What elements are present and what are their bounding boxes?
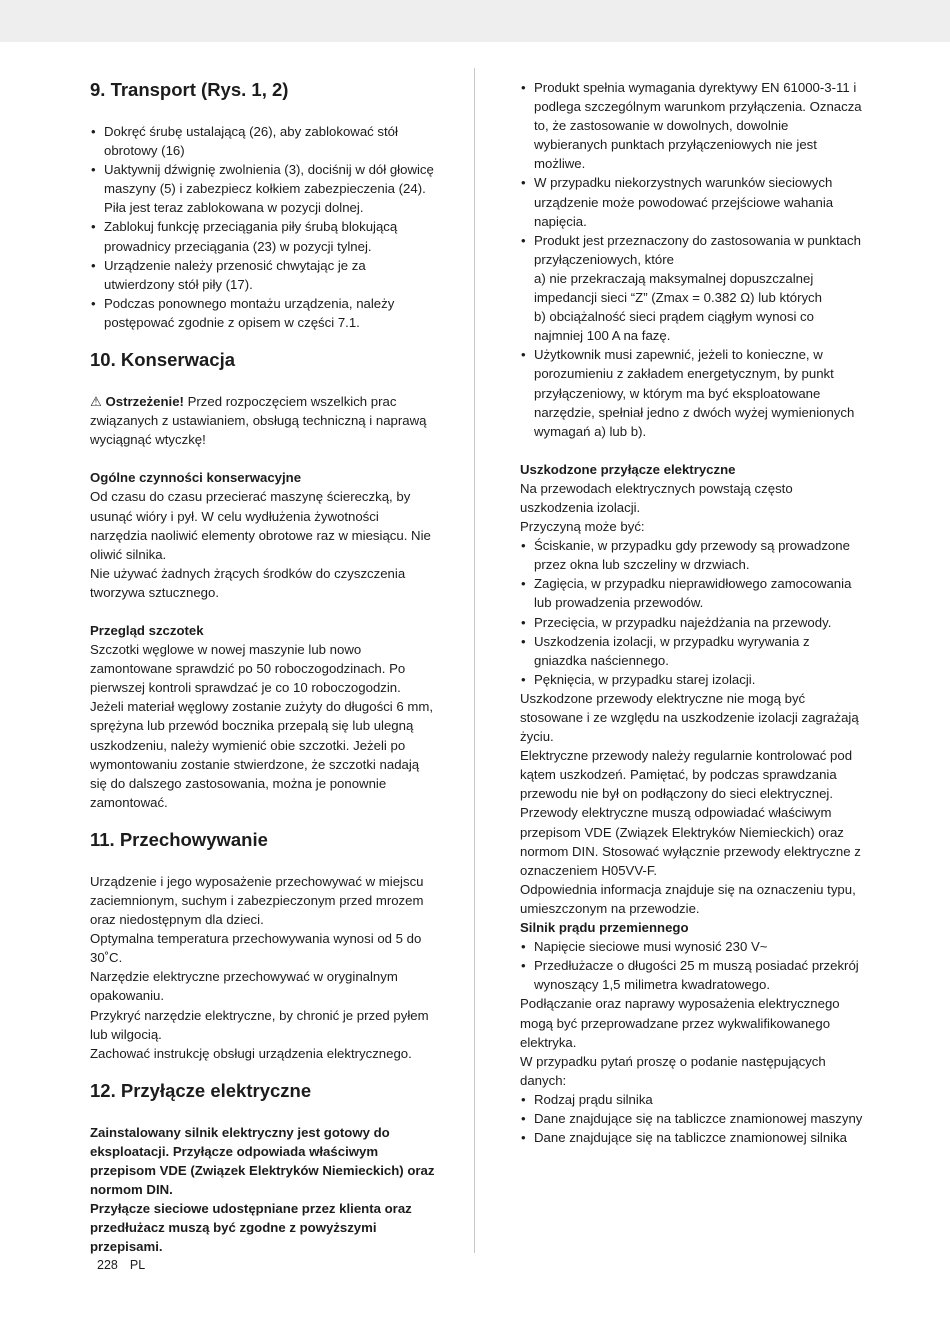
list-item: • Przedłużacze o długości 25 m muszą posiadać przekrój wynoszący 1,5 milimetra kwadratowego.: [520, 956, 865, 994]
damaged-text: Elektryczne przewody należy regularnie kontrolować pod kątem uszkodzeń. Pamiętać, by podczas sprawdzania przewodu nie był on podłączony do sieci elektrycznej.: [520, 748, 853, 802]
section-11-title: 11. Przechowywanie: [90, 828, 268, 850]
damaged-text: Odpowiednia informacja znajduje się na oznaczeniu typu, umieszczonym na przewodzie.: [520, 881, 856, 916]
list-item: • Przecięcia, w przypadku najeżdżania na przewody.: [520, 613, 865, 632]
causes-list: [520, 536, 865, 689]
column-divider: [474, 68, 475, 1253]
list-item-line: a) nie przekraczają maksymalnej dopuszczalnej impedancji sieci “Z” (Zmax = 0.382 Ω) lub których: [534, 270, 822, 306]
ac-motor-list: [520, 937, 865, 994]
list-item: • Zablokuj funkcję przeciągania piły śrubą blokującą prowadnicy przeciągania (23) w pozycji tylnej.: [90, 217, 435, 255]
general-maintenance-heading: Ogólne czynności konserwacyjne: [90, 470, 302, 486]
page-number: 228: [97, 1258, 118, 1272]
warning-paragraph: [90, 392, 435, 449]
list-item: • Użytkownik musi zapewnić, jeżeli to konieczne, w porozumieniu z zakładem energetycznym, by punkt przyłączeniowy, w którym ma być eksploatowane narzędzie, spełniał jedno z dwóch wyżej wymienionych wymagań a) lub b).: [520, 345, 865, 440]
electrical-connection-text: Przyłącze sieciowe udostępniane przez klienta oraz przedłużacz muszą być zgodne z powyższymi przepisami.: [90, 1201, 412, 1255]
list-item: • Dane znajdujące się na tabliczce znamionowej maszyny: [520, 1109, 865, 1128]
brushes-text: Szczotki węglowe w nowej maszynie lub nowo zamontowane sprawdzić po 50 roboczogodzinach. Po pierwszej kontroli sprawdzać je co 10 roboczogodzin.: [90, 642, 406, 696]
right-column: [520, 78, 865, 1147]
damaged-text: Przewody elektryczne muszą odpowiadać właściwym przepisom VDE (Związek Elektryków Niemieckich) oraz normom DIN. Stosować wyłącznie przewody elektryczne z oznaczeniem H05VV-F.: [520, 805, 861, 878]
ac-motor-heading: Silnik prądu przemiennego: [520, 920, 689, 936]
section-12-title: 12. Przyłącze elektryczne: [90, 1079, 312, 1101]
transport-list: [90, 122, 435, 332]
warning-label: Ostrzeżenie!: [105, 394, 184, 410]
damaged-text: Uszkodzone przewody elektryczne nie mogą być stosowane i ze względu na uszkodzenie izolacji zagrażają życiu.: [520, 690, 859, 745]
ac-motor-text: Podłączanie oraz naprawy wyposażenia elektrycznego mogą być przeprowadzane przez wykwalifikowanego elektryka.: [520, 996, 840, 1050]
warning-text: Przed rozpoczęciem wszelkich prac związanych z ustawianiem, obsługą techniczną i naprawą wyciągnąć wtyczkę!: [90, 394, 427, 448]
requirements-list: [520, 78, 865, 441]
damaged-intro-text: Na przewodach elektrycznych powstają często uszkodzenia izolacji.: [520, 480, 793, 515]
brushes-heading: Przegląd szczotek: [90, 622, 204, 638]
left-column: [90, 78, 435, 1257]
list-item: • Napięcie sieciowe musi wynosić 230 V~: [520, 937, 865, 956]
list-item: • Uaktywnij dźwignię zwolnienia (3), dociśnij w dół głowicę maszyny (5) i zabezpiecz kołkiem zabezpieczenia (24). Piła jest teraz zablokowana w pozycji dolnej.: [90, 160, 435, 217]
ac-motor-text: W przypadku pytań proszę o podanie następujących danych:: [520, 1053, 826, 1088]
warning-icon: ⚠: [90, 394, 102, 410]
section-9-title: 9. Transport (Rys. 1, 2): [90, 79, 289, 100]
damaged-intro-text: Przyczyną może być:: [520, 519, 645, 535]
list-item: • Dane znajdujące się na tabliczce znamionowej silnika: [520, 1128, 865, 1147]
storage-text: Optymalna temperatura przechowywania wynosi od 5 do 30˚C.: [90, 931, 422, 966]
section-10-title: 10. Konserwacja: [90, 349, 235, 371]
list-item: • Ściskanie, w przypadku gdy przewody są prowadzone przez okna lub szczeliny w drzwiach.: [520, 536, 865, 574]
list-item: • Podczas ponownego montażu urządzenia, należy postępować zgodnie z opisem w części 7.1.: [90, 294, 435, 332]
storage-text: Narzędzie elektryczne przechowywać w oryginalnym opakowaniu.: [90, 969, 398, 1004]
list-item-line: • Produkt jest przeznaczony do zastosowania w punktach przyłączeniowych, które: [534, 232, 861, 267]
list-item: • Dokręć śrubę ustalającą (26), aby zablokować stół obrotowy (16): [90, 122, 435, 160]
page-footer: [97, 1258, 157, 1272]
list-item: • Zagięcia, w przypadku nieprawidłowego zamocowania lub prowadzenia przewodów.: [520, 574, 865, 612]
list-item: • Produkt spełnia wymagania dyrektywy EN 61000-3-11 i podlega szczególnym warunkom przyłączenia. Oznacza to, że zastosowanie w dowolnych, dowolnie wybieranych punktach przyłączeniowych nie jest możliwe.: [520, 78, 865, 173]
storage-text: Urządzenie i jego wyposażenie przechowywać w miejscu zaciemnionym, suchym i zabezpieczonym przed mrozem oraz niedostępnym dla dzieci.: [90, 873, 424, 928]
page-header-band: [0, 0, 950, 42]
general-maintenance-text: Od czasu do czasu przecierać maszynę ściereczką, by usunąć wióry i pył. W celu wydłużenia żywotności narzędzia naoliwić elementy obrotowe raz w miesiącu. Nie oliwić silnika.: [90, 489, 431, 562]
language-code: PL: [129, 1258, 146, 1272]
data-list: [520, 1090, 865, 1147]
electrical-connection-text: Zainstalowany silnik elektryczny jest gotowy do eksploatacji. Przyłącze odpowiada właściwym przepisom VDE (Związek Elektryków Niemieckich) oraz normom DIN.: [90, 1124, 435, 1198]
damaged-connection-heading: Uszkodzone przyłącze elektryczne: [520, 461, 736, 477]
list-item: • Pęknięcia, w przypadku starej izolacji.: [520, 670, 865, 689]
list-item: • W przypadku niekorzystnych warunków sieciowych urządzenie może powodować przejściowe wahania napięcia.: [520, 173, 865, 230]
list-item: • Uszkodzenia izolacji, w przypadku wyrywania z gniazdka naściennego.: [520, 632, 865, 670]
list-item: [520, 231, 865, 346]
brushes-text: Jeżeli materiał węglowy zostanie zużyty do długości 6 mm, sprężyna lub przewód bocznika przepalą się lub ulegną uszkodzeniu, należy wymienić obie szczotki. Jeżeli po wymontowaniu zostanie stwierdzone, że szczotki nadają się do dalszego zastosowania, można je ponownie zamontować.: [90, 699, 434, 810]
list-item: • Urządzenie należy przenosić chwytając je za utwierdzony stół piły (17).: [90, 256, 435, 294]
general-maintenance-text: Nie używać żadnych żrących środków do czyszczenia tworzywa sztucznego.: [90, 565, 406, 600]
list-item-line: b) obciążalność sieci prądem ciągłym wynosi co najmniej 100 A na fazę.: [534, 309, 814, 344]
list-item: • Rodzaj prądu silnika: [520, 1090, 865, 1109]
storage-text: Zachować instrukcję obsługi urządzenia elektrycznego.: [90, 1045, 412, 1061]
storage-text: Przykryć narzędzie elektryczne, by chronić je przed pyłem lub wilgocią.: [90, 1007, 429, 1042]
